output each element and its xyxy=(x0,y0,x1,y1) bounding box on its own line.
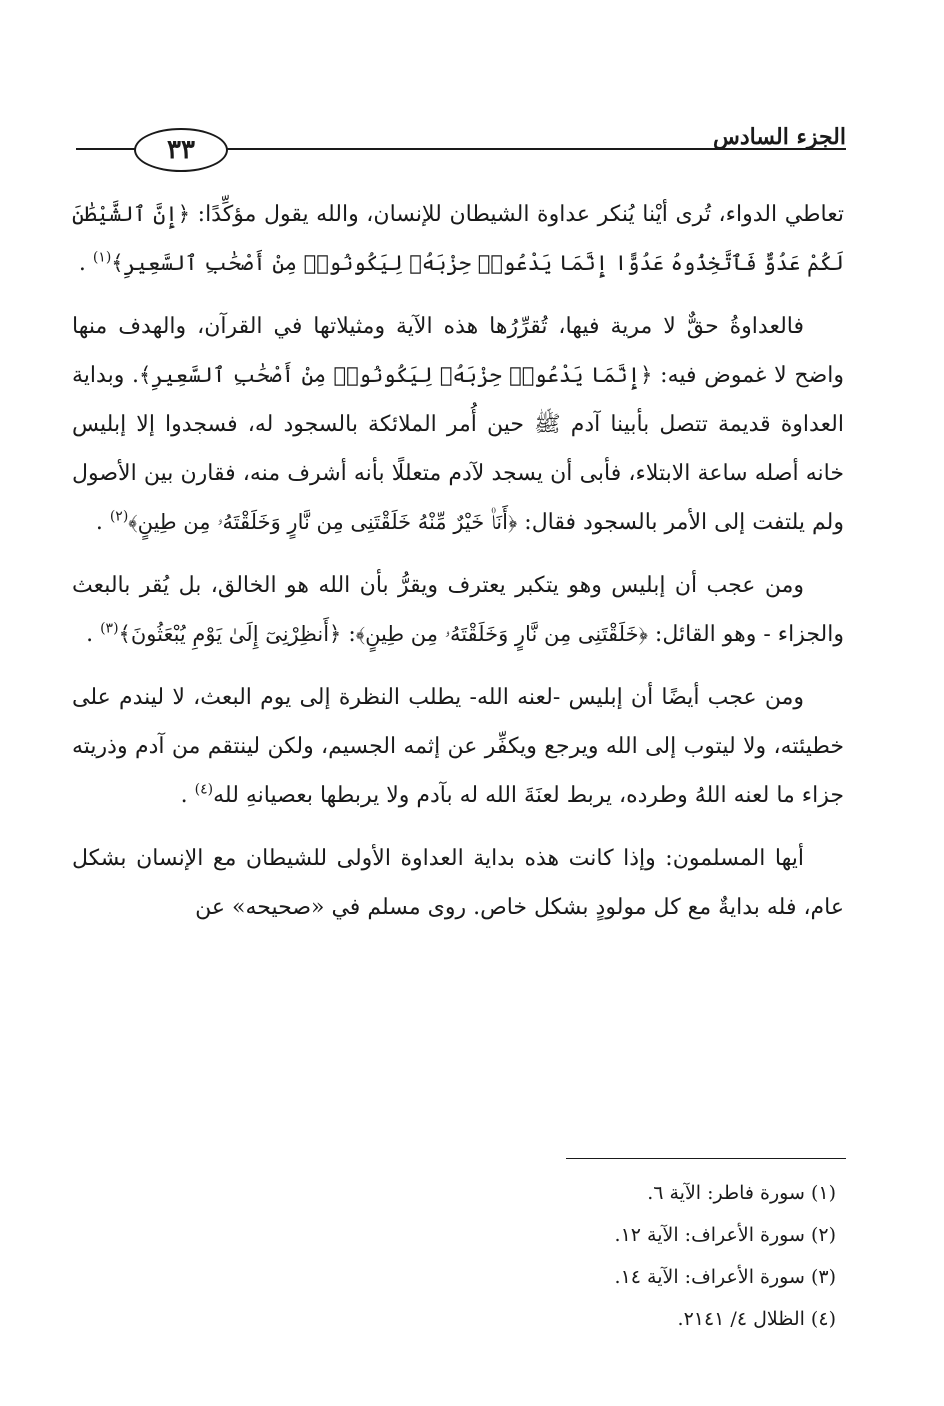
quran-quote: ﴿خَلَقْتَنِى مِن نَّارٍ وَخَلَقْتَهُۥ مِن طِينٍ﴾ xyxy=(355,622,648,646)
body-text xyxy=(72,190,844,946)
paragraph-5 xyxy=(72,834,844,932)
footnote-item: (٤) الظلال ٤/ ٢١٤١. xyxy=(677,1308,836,1330)
paragraph-tail: . xyxy=(78,251,93,276)
paragraph-text: فالعداوةُ حقٌّ لا مرية فيها، تُقرِّرُها هذه الآية ومثيلاتها في القرآن، والهدف منها واضح لا غموض فيه: xyxy=(72,314,845,388)
footnotes xyxy=(236,1172,836,1340)
paragraph-text: تعاطي الدواء، تُرى أيْنا يُنكر عداوة الشيطان للإنسان، والله يقول مؤكِّدًا: xyxy=(190,202,844,227)
paragraph-text: . وبداية العداوة قديمة تتصل بأبينا آدم ﷺ حين أُمر الملائكة بالسجود له، فسجدوا إلا إبليس خانه أصله ساعة الابتلاء، فأبى أن يسجد لآدم متعللًا بأنه أشرف منه، فقارن بين الأصول ولم يلتفت إلى الأمر بالسجود فقال: xyxy=(72,363,844,535)
quran-quote: ﴿إِنَّمَا يَدْعُوا۟ حِزْبَهُۥ لِيَكُونُوا۟ مِنْ أَصْحَٰبِ ٱلسَّعِيرِ﴾ xyxy=(139,363,653,387)
page-number: ٣٣ xyxy=(134,128,228,172)
quran-quote: ﴿أَنَا۠ خَيْرٌ مِّنْهُ خَلَقْتَنِى مِن نَّارٍ وَخَلَقْتَهُۥ مِن طِينٍ﴾ xyxy=(128,510,518,534)
footnote-item: (٢) سورة الأعراف: الآية ١٢. xyxy=(614,1224,836,1246)
paragraph-text: ومن عجب أن إبليس وهو يتكبر يعترف ويقرُّ بأن الله هو الخالق، بل يُقر بالبعث والجزاء - وهو القائل: xyxy=(72,573,844,647)
footnote-item: (٣) سورة الأعراف: الآية ١٤. xyxy=(614,1266,836,1288)
quran-quote: ﴿أَنظِرْنِىٓ إِلَىٰ يَوْمِ يُبْعَثُونَ﴾ xyxy=(118,622,342,646)
page-header xyxy=(76,118,846,178)
paragraph-text: : xyxy=(341,622,356,647)
footnote-ref: (٤) xyxy=(194,781,214,798)
quran-quote: ﴿إِنَّ ٱلشَّيْطَٰنَ لَكُمْ عَدُوٌّ فَٱتَّخِذُوهُ عَدُوًّا إِنَّمَا يَدْعُوا۟ حِزْبَهُۥ لِيَكُونُوا۟ مِنْ أَصْحَٰبِ ٱلسَّعِيرِ﴾ xyxy=(72,202,844,275)
paragraph-4 xyxy=(72,673,844,820)
paragraph-3 xyxy=(72,561,844,659)
footnote-ref: (٣) xyxy=(100,620,119,637)
footnote-rule xyxy=(566,1158,846,1159)
paragraph-tail: . xyxy=(95,510,110,535)
paragraph-text: أيها المسلمون: وإذا كانت هذه بداية العداوة الأولى للشيطان مع الإنسان بشكل عام، فله بدايةٌ مع كل مولودٍ بشكل خاص. روى مسلم في «صحيحه» عن xyxy=(72,846,844,920)
paragraph-tail: . xyxy=(86,622,101,647)
running-title: الجزء السادس xyxy=(713,124,846,150)
paragraph-1 xyxy=(72,190,844,288)
footnote-ref: (٢) xyxy=(109,508,129,525)
paragraph-2 xyxy=(72,302,844,547)
footnote-ref: (١) xyxy=(92,249,112,266)
paragraph-tail: . xyxy=(180,783,195,808)
footnote-item: (١) سورة فاطر: الآية ٦. xyxy=(647,1182,836,1204)
paragraph-text: ومن عجب أيضًا أن إبليس -لعنه الله- يطلب النظرة إلى يوم البعث، لا ليندم على خطيئته، ولا ليتوب إلى الله ويرجع ويكفِّر عن إثمه الجسيم، ولكن لينتقم من آدم وذريته جزاء ما لعنه اللهُ وطرده، يربط لعنَةَ الله له بآدم ولا يربطها بعصيانهِ لله xyxy=(72,685,844,808)
